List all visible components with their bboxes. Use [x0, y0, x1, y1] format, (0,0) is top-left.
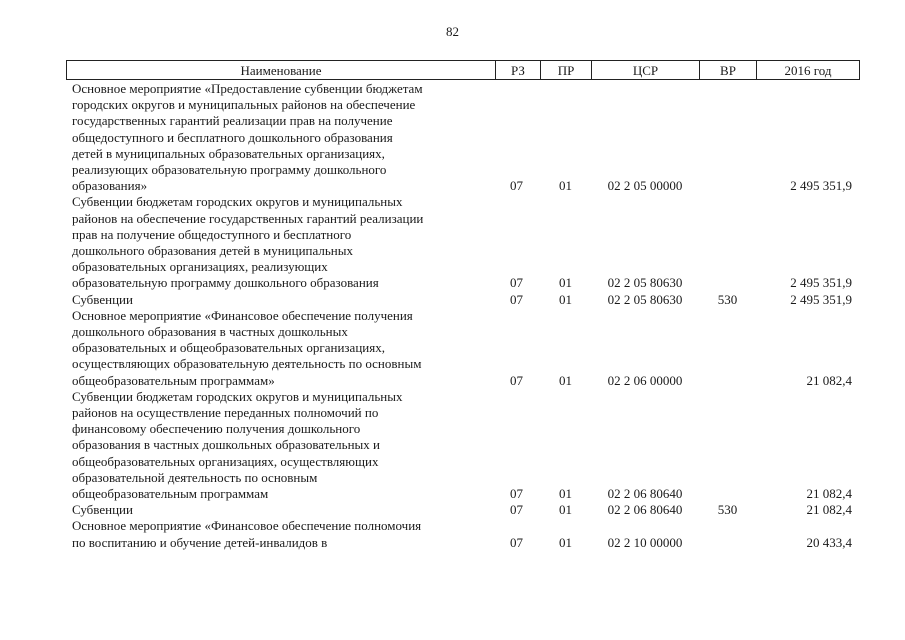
row-rz: 07: [510, 291, 523, 307]
row-csr: 02 2 05 80630: [607, 291, 683, 307]
row-amount: 2 495 351,9: [790, 291, 852, 307]
row-rz: 07: [510, 534, 523, 550]
row-name-line: образовательной деятельность по основным: [72, 469, 318, 485]
table-row: [0, 502, 905, 518]
row-name: [72, 308, 492, 389]
row-name: [72, 292, 492, 308]
row-name-line: Субвенции бюджетам городских округов и муниципальных: [72, 388, 403, 404]
row-name-line: государственных гарантий реализации прав на получение: [72, 113, 393, 129]
row-name-line: Субвенции: [72, 291, 133, 307]
row-name-line: городских округов и муниципальных районов на обеспечение: [72, 97, 416, 113]
row-vr: 530: [717, 291, 738, 307]
row-rz: 07: [510, 485, 523, 501]
row-rz: 07: [510, 372, 523, 388]
row-csr: 02 2 10 00000: [607, 534, 683, 550]
row-pr: 01: [559, 178, 572, 194]
column-header-vr: ВР: [699, 61, 756, 79]
row-name: [72, 502, 492, 518]
table-row: [0, 194, 905, 291]
row-name-line: Основное мероприятие «Финансовое обеспечение получения: [72, 307, 413, 323]
column-header-year: 2016 год: [756, 61, 859, 79]
row-name-line: районов на осуществление переданных полномочий по: [72, 405, 379, 420]
row-pr: 01: [559, 502, 572, 518]
row-amount: 20 433,4: [806, 534, 852, 550]
row-vr: 530: [717, 502, 738, 518]
page-number: 82: [446, 24, 459, 39]
row-amount: 21 082,4: [806, 485, 852, 501]
row-name-line: детей в муниципальных образовательных организациях,: [72, 145, 385, 161]
row-rz: 07: [510, 275, 523, 291]
row-pr: 01: [559, 534, 572, 550]
table-row: [0, 389, 905, 502]
row-name-line: реализующих образовательную программу дошкольного: [72, 162, 387, 178]
row-name-line: дошкольного образования в частных дошкольных: [72, 324, 348, 339]
row-name-line: образовательных организациях, реализующих: [72, 259, 328, 275]
row-name-line: Субвенции: [72, 502, 133, 518]
row-name-line: образования»: [72, 178, 148, 194]
row-name-line: общеобразовательным программам»: [72, 372, 275, 388]
row-name-line: районов на обеспечение государственных гарантий реализации: [72, 210, 424, 226]
row-name: [72, 389, 492, 502]
row-name-line: дошкольного образования детей в муниципальных: [72, 243, 353, 258]
column-header-csr: ЦСР: [591, 61, 699, 79]
row-amount: 21 082,4: [806, 502, 852, 518]
column-header-rz: РЗ: [495, 61, 540, 79]
row-name-line: образования в частных дошкольных образовательных и: [72, 437, 380, 453]
table-row: [0, 518, 905, 550]
column-header-pr: ПР: [540, 61, 591, 79]
row-csr: 02 2 06 80640: [607, 502, 683, 518]
row-csr: 02 2 06 00000: [607, 372, 683, 388]
row-name-line: осуществляющих образовательную деятельность по основным: [72, 356, 422, 372]
row-name-line: общеобразовательным программам: [72, 486, 269, 502]
table-row: [0, 292, 905, 308]
row-name-line: образовательных и общеобразовательных организациях,: [72, 340, 385, 356]
row-name-line: Субвенции бюджетам городских округов и муниципальных: [72, 194, 403, 210]
row-name-line: общедоступного и бесплатного дошкольного образования: [72, 129, 393, 145]
row-name-line: образовательную программу дошкольного образования: [72, 275, 379, 291]
table-row: [0, 308, 905, 389]
row-csr: 02 2 06 80640: [607, 485, 683, 501]
row-amount: 2 495 351,9: [790, 275, 852, 291]
row-pr: 01: [559, 275, 572, 291]
row-csr: 02 2 05 00000: [607, 178, 683, 194]
row-name: [72, 81, 492, 194]
row-name-line: прав на получение общедоступного и бесплатного: [72, 226, 352, 242]
row-name: [72, 518, 492, 550]
row-name-line: общеобразовательных организациях, осуществляющих: [72, 453, 379, 469]
row-pr: 01: [559, 372, 572, 388]
row-rz: 07: [510, 178, 523, 194]
table-row: [0, 81, 905, 194]
row-name-line: Основное мероприятие «Предоставление субвенции бюджетам: [72, 81, 423, 96]
row-rz: 07: [510, 502, 523, 518]
row-amount: 2 495 351,9: [790, 178, 852, 194]
row-name-line: Основное мероприятие «Финансовое обеспечение полномочия: [72, 518, 422, 534]
row-amount: 21 082,4: [806, 372, 852, 388]
table-header: [66, 60, 860, 80]
row-name-line: финансовому обеспечению получения дошкольного: [72, 421, 361, 437]
row-pr: 01: [559, 485, 572, 501]
row-name: [72, 194, 492, 291]
column-header-name: Наименование: [240, 63, 322, 78]
row-pr: 01: [559, 291, 572, 307]
row-name-line: по воспитанию и обучение детей-инвалидов в: [72, 534, 328, 550]
row-csr: 02 2 05 80630: [607, 275, 683, 291]
